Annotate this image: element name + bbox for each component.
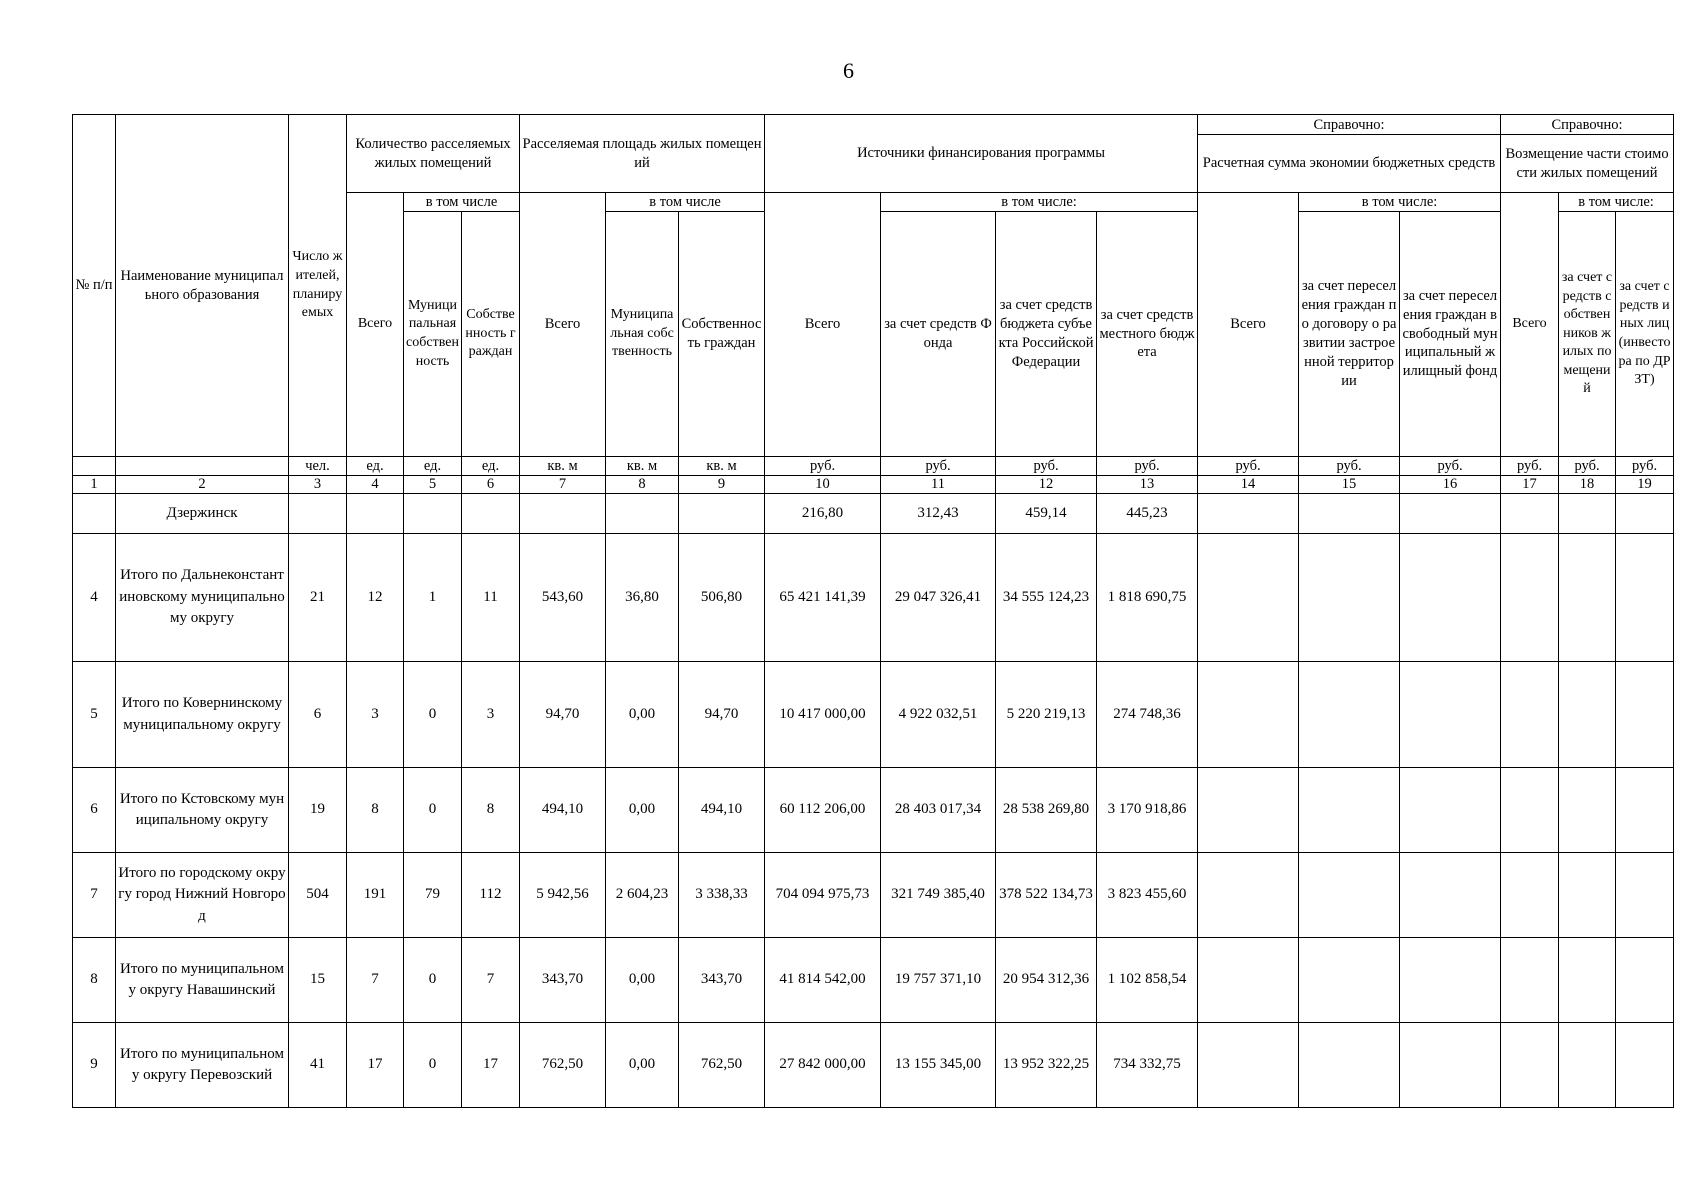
cell-num: 9 <box>73 1023 116 1108</box>
cell-empty <box>1616 662 1674 768</box>
cell-area-mun <box>606 494 679 534</box>
cell-area-own <box>679 494 765 534</box>
cell-qty-own: 17 <box>462 1023 520 1108</box>
cell-area-total: 543,60 <box>520 534 606 662</box>
column-number: 7 <box>520 476 606 494</box>
cell-empty <box>1400 853 1501 938</box>
cell-empty <box>1559 662 1616 768</box>
unit-cell: руб. <box>765 457 881 476</box>
header-fin-subject: за счет средств бюджета субъекта Российской Федерации <box>996 212 1097 457</box>
header-qty-group: Количество расселяемых жилых помещений <box>347 115 520 193</box>
cell-empty <box>1198 853 1299 938</box>
unit-cell: ед. <box>462 457 520 476</box>
cell-area-own: 94,70 <box>679 662 765 768</box>
cell-qty-total: 17 <box>347 1023 404 1108</box>
cell-fin-subject: 5 220 219,13 <box>996 662 1097 768</box>
cell-empty <box>1400 938 1501 1023</box>
header-qty-total: Всего <box>347 193 404 457</box>
cell-fin-subject: 378 522 134,73 <box>996 853 1097 938</box>
cell-area-total: 762,50 <box>520 1023 606 1108</box>
cell-empty <box>1400 768 1501 853</box>
cell-name: Итого по муниципальному округу Перевозский <box>116 1023 289 1108</box>
cell-fin-total: 704 094 975,73 <box>765 853 881 938</box>
cell-name: Дзержинск <box>116 494 289 534</box>
cell-qty-mun: 1 <box>404 534 462 662</box>
cell-empty <box>1616 1023 1674 1108</box>
column-numbers-row <box>73 476 1674 494</box>
unit-cell: руб. <box>996 457 1097 476</box>
header-sav-development: за счет переселения граждан по договору о развитии застроенной территории <box>1299 212 1400 457</box>
cell-area-total <box>520 494 606 534</box>
cell-residents: 21 <box>289 534 347 662</box>
cell-empty <box>1501 938 1559 1023</box>
cell-area-mun: 0,00 <box>606 938 679 1023</box>
header-fin-total: Всего <box>765 193 881 457</box>
cell-empty <box>1616 768 1674 853</box>
cell-fin-fund: 28 403 017,34 <box>881 768 996 853</box>
header-sav-free-fund: за счет переселения граждан в свободный муниципальный жилищный фонд <box>1400 212 1501 457</box>
cell-qty-total: 8 <box>347 768 404 853</box>
header-comp-total: Всего <box>1501 193 1559 457</box>
column-number: 15 <box>1299 476 1400 494</box>
resettlement-table <box>72 114 1674 1108</box>
cell-empty <box>1559 768 1616 853</box>
cell-qty-total: 191 <box>347 853 404 938</box>
cell-area-total: 343,70 <box>520 938 606 1023</box>
cell-name: Итого по Кстовскому муниципальному округу <box>116 768 289 853</box>
cell-area-mun: 0,00 <box>606 768 679 853</box>
cell-empty <box>1299 1023 1400 1108</box>
cell-area-own: 494,10 <box>679 768 765 853</box>
header-area-total: Всего <box>520 193 606 457</box>
header-compensation-group: Возмещение части стоимости жилых помещений <box>1501 135 1674 193</box>
cell-fin-local: 3 170 918,86 <box>1097 768 1198 853</box>
cell-fin-local: 734 332,75 <box>1097 1023 1198 1108</box>
cell-empty <box>1616 534 1674 662</box>
cell-empty <box>1559 534 1616 662</box>
cell-fin-subject: 459,14 <box>996 494 1097 534</box>
cell-empty <box>1559 853 1616 938</box>
cell-empty <box>1616 853 1674 938</box>
cell-qty-mun: 79 <box>404 853 462 938</box>
column-number: 5 <box>404 476 462 494</box>
cell-fin-total: 65 421 141,39 <box>765 534 881 662</box>
column-number: 2 <box>116 476 289 494</box>
cell-qty-mun: 0 <box>404 662 462 768</box>
cell-num <box>73 494 116 534</box>
cell-fin-subject: 13 952 322,25 <box>996 1023 1097 1108</box>
header-comp-owners: за счет средств собственников жилых помещений <box>1559 212 1616 457</box>
cell-empty <box>1501 534 1559 662</box>
cell-empty <box>1198 662 1299 768</box>
cell-area-own: 3 338,33 <box>679 853 765 938</box>
cell-empty <box>1299 494 1400 534</box>
cell-empty <box>1501 768 1559 853</box>
table-row <box>73 853 1674 938</box>
column-number: 10 <box>765 476 881 494</box>
table-row <box>73 938 1674 1023</box>
column-number: 8 <box>606 476 679 494</box>
cell-qty-mun: 0 <box>404 938 462 1023</box>
column-number: 17 <box>1501 476 1559 494</box>
cell-fin-fund: 29 047 326,41 <box>881 534 996 662</box>
table-row <box>73 494 1674 534</box>
cell-empty <box>1616 494 1674 534</box>
column-number: 9 <box>679 476 765 494</box>
header-finance-group: Источники финансирования программы <box>765 115 1198 193</box>
column-number: 13 <box>1097 476 1198 494</box>
cell-name: Итого по городскому округу город Нижний Новгород <box>116 853 289 938</box>
cell-area-total: 5 942,56 <box>520 853 606 938</box>
table-row <box>73 662 1674 768</box>
cell-qty-mun <box>404 494 462 534</box>
cell-empty <box>1559 1023 1616 1108</box>
column-number: 4 <box>347 476 404 494</box>
cell-num: 5 <box>73 662 116 768</box>
header-fin-fund: за счет средств Фонда <box>881 212 996 457</box>
cell-empty <box>1198 534 1299 662</box>
cell-qty-total: 7 <box>347 938 404 1023</box>
cell-qty-own: 112 <box>462 853 520 938</box>
cell-num: 6 <box>73 768 116 853</box>
cell-area-mun: 0,00 <box>606 1023 679 1108</box>
header-sav-incl: в том числе: <box>1299 193 1501 212</box>
unit-cell: кв. м <box>606 457 679 476</box>
cell-area-mun: 2 604,23 <box>606 853 679 938</box>
header-name: Наименование муниципального образования <box>116 115 289 457</box>
cell-fin-total: 41 814 542,00 <box>765 938 881 1023</box>
cell-fin-total: 216,80 <box>765 494 881 534</box>
table-body <box>73 494 1674 1108</box>
unit-cell: руб. <box>1559 457 1616 476</box>
cell-fin-local: 274 748,36 <box>1097 662 1198 768</box>
cell-empty <box>1198 938 1299 1023</box>
header-num: № п/п <box>73 115 116 457</box>
cell-empty <box>1198 494 1299 534</box>
cell-empty <box>1400 534 1501 662</box>
cell-fin-local: 1 818 690,75 <box>1097 534 1198 662</box>
unit-cell: чел. <box>289 457 347 476</box>
header-qty-own: Собственность граждан <box>462 212 520 457</box>
unit-cell: руб. <box>1616 457 1674 476</box>
unit-cell: кв. м <box>679 457 765 476</box>
table-row <box>73 1023 1674 1108</box>
column-number: 11 <box>881 476 996 494</box>
cell-num: 7 <box>73 853 116 938</box>
header-area-incl: в том числе <box>606 193 765 212</box>
page-number: 6 <box>843 58 854 83</box>
cell-empty <box>1299 768 1400 853</box>
cell-area-mun: 36,80 <box>606 534 679 662</box>
column-number: 19 <box>1616 476 1674 494</box>
header-qty-mun: Муниципальная собственность <box>404 212 462 457</box>
column-number: 14 <box>1198 476 1299 494</box>
cell-qty-mun: 0 <box>404 768 462 853</box>
header-residents: Число жителей, планируемых <box>289 115 347 457</box>
cell-area-own: 343,70 <box>679 938 765 1023</box>
table-row <box>73 768 1674 853</box>
cell-area-own: 762,50 <box>679 1023 765 1108</box>
table-row <box>73 534 1674 662</box>
header-area-group: Расселяемая площадь жилых помещений <box>520 115 765 193</box>
cell-fin-fund: 312,43 <box>881 494 996 534</box>
header-savings-group: Расчетная сумма экономии бюджетных средств <box>1198 135 1501 193</box>
cell-fin-local: 3 823 455,60 <box>1097 853 1198 938</box>
cell-fin-total: 60 112 206,00 <box>765 768 881 853</box>
cell-name: Итого по Дальнеконстантиновскому муниципальному округу <box>116 534 289 662</box>
cell-empty <box>1501 853 1559 938</box>
cell-qty-own: 8 <box>462 768 520 853</box>
cell-fin-total: 10 417 000,00 <box>765 662 881 768</box>
cell-area-total: 494,10 <box>520 768 606 853</box>
header-fin-incl: в том числе: <box>881 193 1198 212</box>
cell-empty <box>1559 938 1616 1023</box>
column-number: 18 <box>1559 476 1616 494</box>
column-number: 16 <box>1400 476 1501 494</box>
cell-num: 4 <box>73 534 116 662</box>
cell-residents: 504 <box>289 853 347 938</box>
cell-num: 8 <box>73 938 116 1023</box>
unit-cell: руб. <box>1299 457 1400 476</box>
cell-qty-mun: 0 <box>404 1023 462 1108</box>
cell-fin-fund: 19 757 371,10 <box>881 938 996 1023</box>
cell-residents: 19 <box>289 768 347 853</box>
column-number: 1 <box>73 476 116 494</box>
column-number: 6 <box>462 476 520 494</box>
cell-fin-subject: 34 555 124,23 <box>996 534 1097 662</box>
cell-empty <box>1559 494 1616 534</box>
unit-cell: руб. <box>1097 457 1198 476</box>
cell-name: Итого по муниципальному округу Навашинский <box>116 938 289 1023</box>
header-area-own: Собственность граждан <box>679 212 765 457</box>
cell-empty <box>1616 938 1674 1023</box>
column-number: 3 <box>289 476 347 494</box>
unit-cell: руб. <box>881 457 996 476</box>
header-fin-local: за счет средств местного бюджета <box>1097 212 1198 457</box>
cell-empty <box>1400 662 1501 768</box>
cell-qty-own: 3 <box>462 662 520 768</box>
cell-qty-own: 7 <box>462 938 520 1023</box>
cell-fin-local: 445,23 <box>1097 494 1198 534</box>
header-reference-2: Справочно: <box>1501 115 1674 135</box>
unit-cell: руб. <box>1501 457 1559 476</box>
cell-empty <box>1400 494 1501 534</box>
header-comp-other: за счет средств иных лиц (инвестора по ДРЗТ) <box>1616 212 1674 457</box>
cell-empty <box>1501 1023 1559 1108</box>
cell-empty <box>1299 534 1400 662</box>
cell-area-mun: 0,00 <box>606 662 679 768</box>
cell-empty <box>1198 1023 1299 1108</box>
cell-area-own: 506,80 <box>679 534 765 662</box>
cell-empty <box>1501 494 1559 534</box>
cell-qty-total: 3 <box>347 662 404 768</box>
unit-cell: руб. <box>1400 457 1501 476</box>
cell-fin-subject: 28 538 269,80 <box>996 768 1097 853</box>
cell-fin-fund: 4 922 032,51 <box>881 662 996 768</box>
header-reference-1: Справочно: <box>1198 115 1501 135</box>
cell-residents: 15 <box>289 938 347 1023</box>
cell-empty <box>1299 938 1400 1023</box>
header-area-mun: Муниципальная собственность <box>606 212 679 457</box>
cell-fin-subject: 20 954 312,36 <box>996 938 1097 1023</box>
cell-fin-local: 1 102 858,54 <box>1097 938 1198 1023</box>
cell-empty <box>1400 1023 1501 1108</box>
header-sav-total: Всего <box>1198 193 1299 457</box>
cell-fin-total: 27 842 000,00 <box>765 1023 881 1108</box>
cell-empty <box>1299 853 1400 938</box>
unit-cell: руб. <box>1198 457 1299 476</box>
header-comp-incl: в том числе: <box>1559 193 1674 212</box>
header-qty-incl: в том числе <box>404 193 520 212</box>
cell-empty <box>1299 662 1400 768</box>
cell-residents: 6 <box>289 662 347 768</box>
column-number: 12 <box>996 476 1097 494</box>
cell-area-total: 94,70 <box>520 662 606 768</box>
unit-cell: ед. <box>404 457 462 476</box>
cell-fin-fund: 321 749 385,40 <box>881 853 996 938</box>
unit-cell: ед. <box>347 457 404 476</box>
cell-qty-total <box>347 494 404 534</box>
cell-name: Итого по Ковернинскому муниципальному округу <box>116 662 289 768</box>
cell-residents <box>289 494 347 534</box>
cell-residents: 41 <box>289 1023 347 1108</box>
unit-cell: кв. м <box>520 457 606 476</box>
cell-qty-own <box>462 494 520 534</box>
cell-qty-total: 12 <box>347 534 404 662</box>
cell-fin-fund: 13 155 345,00 <box>881 1023 996 1108</box>
units-row <box>73 457 1674 476</box>
cell-qty-own: 11 <box>462 534 520 662</box>
cell-empty <box>1501 662 1559 768</box>
cell-empty <box>1198 768 1299 853</box>
